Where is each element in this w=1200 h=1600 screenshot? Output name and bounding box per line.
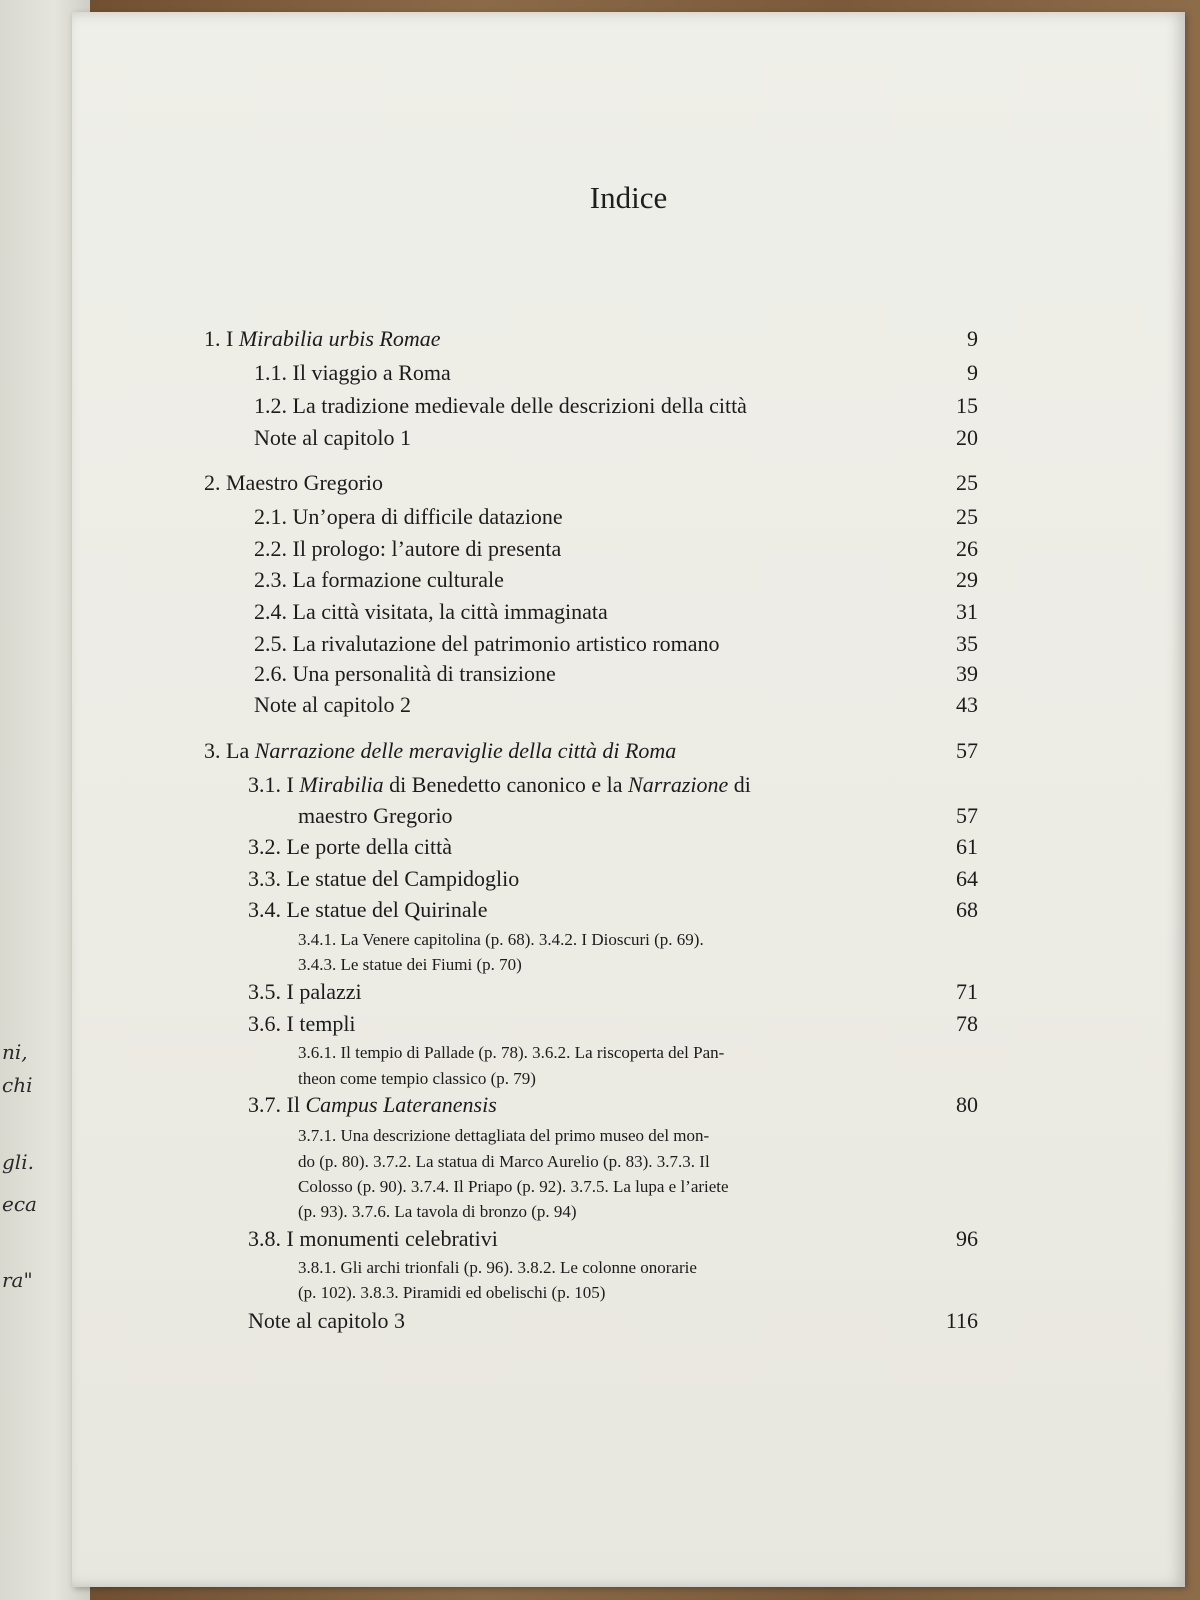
page-title: Indice <box>589 180 668 215</box>
page-number: 39 <box>956 661 978 686</box>
toc-entry: 2.6. Una personalità di transizione <box>254 661 556 686</box>
page-number: 25 <box>956 470 978 495</box>
toc-entry: Note al capitolo 3 <box>248 1308 406 1333</box>
page-number: 20 <box>956 425 978 450</box>
page-number: 31 <box>956 599 978 624</box>
page-number: 64 <box>956 866 978 891</box>
page-number: 43 <box>956 692 978 717</box>
table-of-contents <box>72 12 1185 1587</box>
toc-entry: Note al capitolo 1 <box>254 425 412 450</box>
page-number: 9 <box>967 360 978 385</box>
page-number: 96 <box>956 1226 978 1251</box>
toc-entry: 3.2. Le porte della città <box>248 834 453 859</box>
margin-fragment: ni, <box>2 1040 28 1064</box>
toc-entry: maestro Gregorio <box>298 803 453 828</box>
page-number: 15 <box>956 393 978 418</box>
toc-entry: 3.1. I Mirabilia di Benedetto canonico e la Narrazione di <box>248 772 751 797</box>
toc-entry: 3.8. I monumenti celebrativi <box>248 1226 498 1251</box>
toc-subline: 3.6.1. Il tempio di Pallade (p. 78). 3.6.2. La riscoperta del Pan- <box>298 1043 725 1062</box>
toc-subline: 3.4.1. La Venere capitolina (p. 68). 3.4.2. I Dioscuri (p. 69). <box>298 930 704 949</box>
toc-entry: 2.2. Il prologo: l’autore di presenta <box>254 536 562 561</box>
toc-entry: 2.3. La formazione culturale <box>254 567 504 592</box>
page-number: 35 <box>956 631 978 656</box>
toc-entry: 1.1. Il viaggio a Roma <box>254 360 451 385</box>
page-number: 25 <box>956 504 978 529</box>
page-number: 116 <box>945 1308 978 1333</box>
toc-entry: 3.5. I palazzi <box>248 979 362 1004</box>
page-number: 61 <box>956 834 978 859</box>
toc-entry: 2. Maestro Gregorio <box>204 470 384 495</box>
toc-entry: 2.1. Un’opera di difficile datazione <box>254 504 563 529</box>
page-number: 57 <box>956 738 978 763</box>
toc-entry: 1. I Mirabilia urbis Romae <box>204 326 441 351</box>
page-number: 9 <box>967 326 978 351</box>
page-number: 78 <box>956 1011 978 1036</box>
toc-subline: theon come tempio classico (p. 79) <box>298 1069 536 1088</box>
page-number: 68 <box>956 897 978 922</box>
margin-fragment: gli. <box>2 1150 34 1174</box>
page-number: 80 <box>956 1092 978 1117</box>
toc-entry: 2.5. La rivalutazione del patrimonio artistico romano <box>254 631 720 656</box>
page-number: 57 <box>956 803 978 828</box>
page-number: 29 <box>956 567 978 592</box>
page-number: 71 <box>956 979 978 1004</box>
toc-subline: 3.8.1. Gli archi trionfali (p. 96). 3.8.2. Le colonne onorarie <box>298 1258 697 1277</box>
page-number: 26 <box>956 536 978 561</box>
toc-entry: 3.6. I templi <box>248 1011 356 1036</box>
toc-subline: 3.7.1. Una descrizione dettagliata del primo museo del mon- <box>298 1126 710 1145</box>
toc-entry: 1.2. La tradizione medievale delle descrizioni della città <box>254 393 747 418</box>
toc-entry: 3.4. Le statue del Quirinale <box>248 897 488 922</box>
toc-subline: (p. 102). 3.8.3. Piramidi ed obelischi (p. 105) <box>298 1283 606 1302</box>
toc-entry: 3.3. Le statue del Campidoglio <box>248 866 520 891</box>
book-page <box>72 12 1185 1587</box>
toc-subline: (p. 93). 3.7.6. La tavola di bronzo (p. 94) <box>298 1202 577 1221</box>
toc-entry: 2.4. La città visitata, la città immaginata <box>254 599 608 624</box>
toc-subline: 3.4.3. Le statue dei Fiumi (p. 70) <box>298 955 522 974</box>
margin-fragment: ra" <box>2 1268 33 1292</box>
margin-fragment: eca <box>2 1192 37 1216</box>
margin-fragment: chi <box>2 1073 33 1097</box>
toc-subline: do (p. 80). 3.7.2. La statua di Marco Aurelio (p. 83). 3.7.3. Il <box>298 1152 710 1171</box>
toc-subline: Colosso (p. 90). 3.7.4. Il Priapo (p. 92). 3.7.5. La lupa e l’ariete <box>298 1177 729 1196</box>
toc-entry: 3. La Narrazione delle meraviglie della città di Roma <box>204 738 677 763</box>
toc-entry: 3.7. Il Campus Lateranensis <box>248 1092 497 1117</box>
toc-entry: Note al capitolo 2 <box>254 692 412 717</box>
